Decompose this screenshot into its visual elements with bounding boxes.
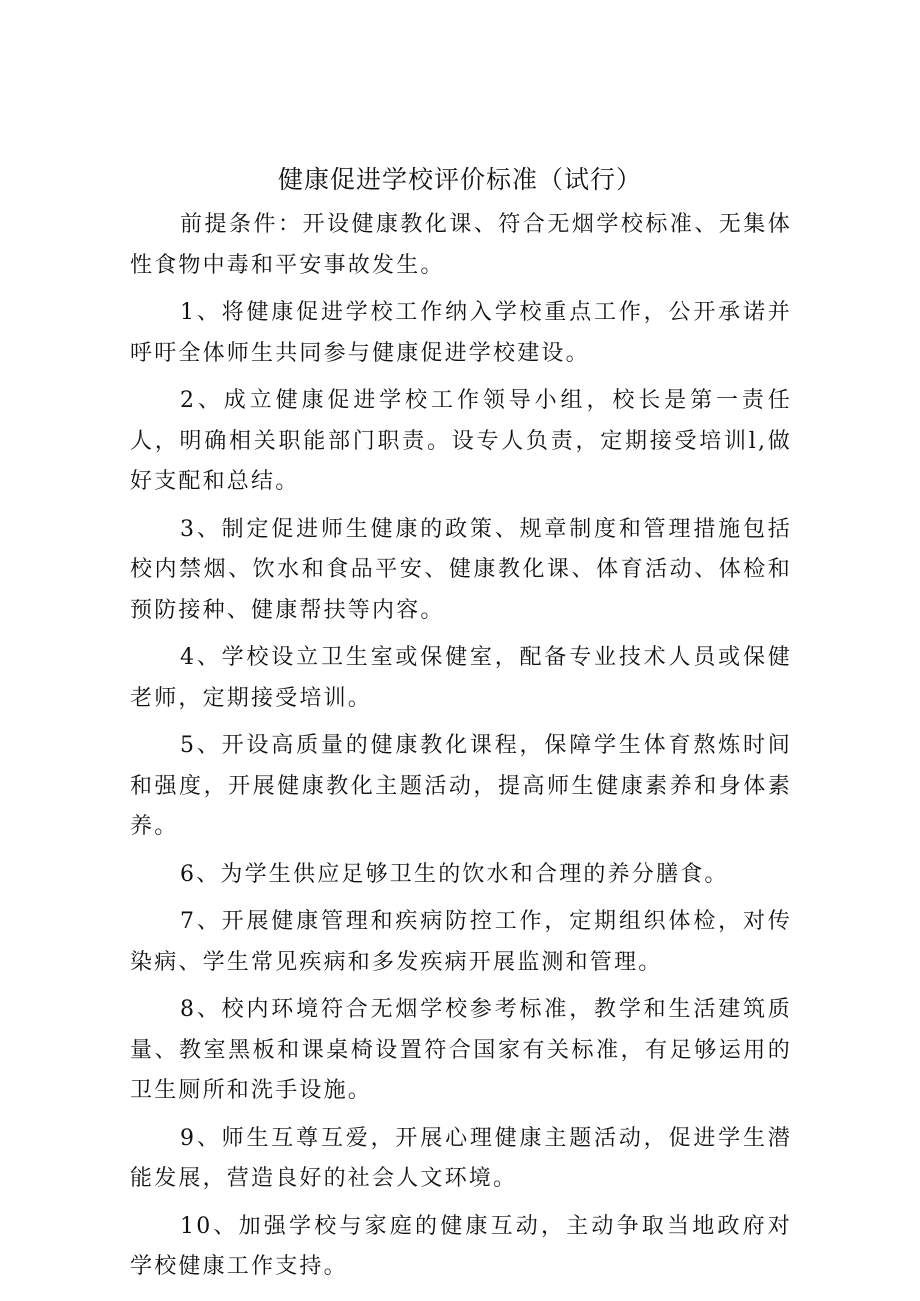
- paragraph-item-9: 9、师生互尊互爱，开展心理健康主题活动，促进学生潜能发展，营造良好的社会人文环境。: [130, 1125, 792, 1191]
- paragraph-item-5: 5、开设高质量的健康教化课程，保障学生体育熬炼时间和强度，开展健康教化主题活动，提高师生健康素养和身体素养。: [130, 733, 792, 839]
- paragraph-item-3: 3、制定促进师生健康的政策、规章制度和管理措施包括校内禁烟、饮水和食品平安、健康教化课、体育活动、体检和预防接种、健康帮扶等内容。: [130, 516, 792, 623]
- document-body: [130, 205, 792, 1295]
- paragraph-item-10: 10、加强学校与家庭的健康互动，主动争取当地政府对学校健康工作支持。: [130, 1213, 792, 1279]
- paragraph-item-4: 4、学校设立卫生室或保健室，配备专业技术人员或保健老师，定期接受培训。: [130, 645, 792, 711]
- document-title: 健康促进学校评价标准（试行）: [277, 165, 642, 194]
- paragraph-item-2: 2、成立健康促进学校工作领导小组，校长是第一责任人，明确相关职能部门职责。设专人负责，定期接受培训l,做好支配和总结。: [130, 388, 792, 494]
- paragraph-item-7: 7、开展健康管理和疾病防控工作，定期组织体检，对传染病、学生常见疾病和多发疾病开展监测和管理。: [130, 909, 792, 975]
- paragraph-item-6: 6、为学生供应足够卫生的饮水和合理的养分膳食。: [180, 861, 729, 887]
- paragraph-item-1: 1、将健康促进学校工作纳入学校重点工作，公开承诺并呼吁全体师生共同参与健康促进学校建设。: [130, 300, 792, 366]
- paragraph-item-8: 8、校内环境符合无烟学校参考标准，教学和生活建筑质量、教室黑板和课桌椅设置符合国家有关标准，有足够运用的卫生厕所和洗手设施。: [130, 997, 792, 1103]
- paragraph-prerequisite: 前提条件：开设健康教化课、符合无烟学校标准、无集体性食物中毒和平安事故发生。: [130, 212, 792, 278]
